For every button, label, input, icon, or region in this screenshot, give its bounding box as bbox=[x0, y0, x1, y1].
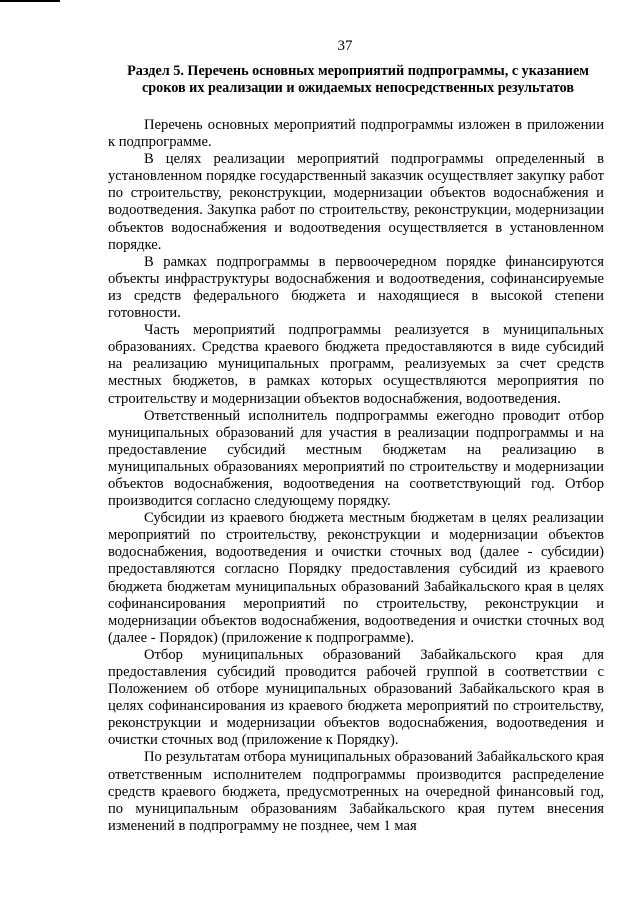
paragraph: Часть мероприятий подпрограммы реализуется в муниципальных образованиях. Средства краевого бюджета предоставляются в виде субсидий на реализацию муниципальных программ, реализуемых за счет средств местных бюджетов, в рамках которых осуществляются мероприятия по строительству и модернизации объектов водоснабжения, водоотведения. bbox=[108, 322, 604, 407]
paragraph: В рамках подпрограммы в первоочередном порядке финансируются объекты инфраструктуры водоснабжения и водоотведения, софинансируемые из средств федерального бюджета и находящиеся в высокой степени готовности. bbox=[108, 253, 604, 322]
paragraph: По результатам отбора муниципальных образований Забайкальского края ответственным исполнителем подпрограммы производится распределение средств краевого бюджета, предусмотренных на очередной финансовый год, по муниципальным образованиям Забайкальского края путем внесения изменений в подпрограмму не позднее, чем 1 мая bbox=[108, 749, 604, 834]
paragraph: В целях реализации мероприятий подпрограммы определенный в установленном порядке государственный заказчик осуществляет закупку работ по строительству, реконструкции, модернизации объектов водоснабжения и водоотведения. Закупка работ по строительству, реконструкции, модернизации объектов водоснабжения и водоотведения осуществляется в установленном порядке. bbox=[108, 151, 604, 253]
page-number: 37 bbox=[337, 38, 353, 54]
top-rule bbox=[0, 0, 60, 2]
paragraph: Отбор муниципальных образований Забайкальского края для предоставления субсидий проводится рабочей группой в соответствии с Положением об отборе муниципальных образований Забайкальского края в целях софинансирования из краевого бюджета мероприятий по строительству, реконструкции и модернизации объектов водоснабжения, водоотведения и очистки сточных вод (приложение к Порядку). bbox=[108, 646, 604, 749]
paragraph: Перечень основных мероприятий подпрограммы изложен в приложении к подпрограмме. bbox=[108, 117, 604, 151]
paragraph: Субсидии из краевого бюджета местным бюджетам в целях реализации мероприятий по строительству, реконструкции и модернизации объектов водоснабжения, водоотведения и очистки сточных вод (далее - субсидии) предоставляются согласно Порядку предоставления субсидий из краевого бюджета бюджетам муниципальных образований Забайкальского края в целях софинансирования мероприятий по строительству, реконструкции и модернизации объектов водоснабжения, водоотведения и очистки сточных вод (далее - Порядок) (приложение к подпрограмме). bbox=[108, 510, 604, 646]
document-body bbox=[108, 117, 604, 835]
section-title: Раздел 5. Перечень основных мероприятий подпрограммы, с указанием сроков их реализации и ожидаемых непосредственных результатов bbox=[127, 63, 589, 96]
paragraph: Ответственный исполнитель подпрограммы ежегодно проводит отбор муниципальных образований для участия в реализации подпрограммы и на предоставление субсидий местным бюджетам на реализацию в муниципальных образованиях мероприятий по строительству и модернизации объектов водоснабжения, водоотведения на соответствующий год. Отбор производится согласно следующему порядку. bbox=[108, 407, 604, 510]
